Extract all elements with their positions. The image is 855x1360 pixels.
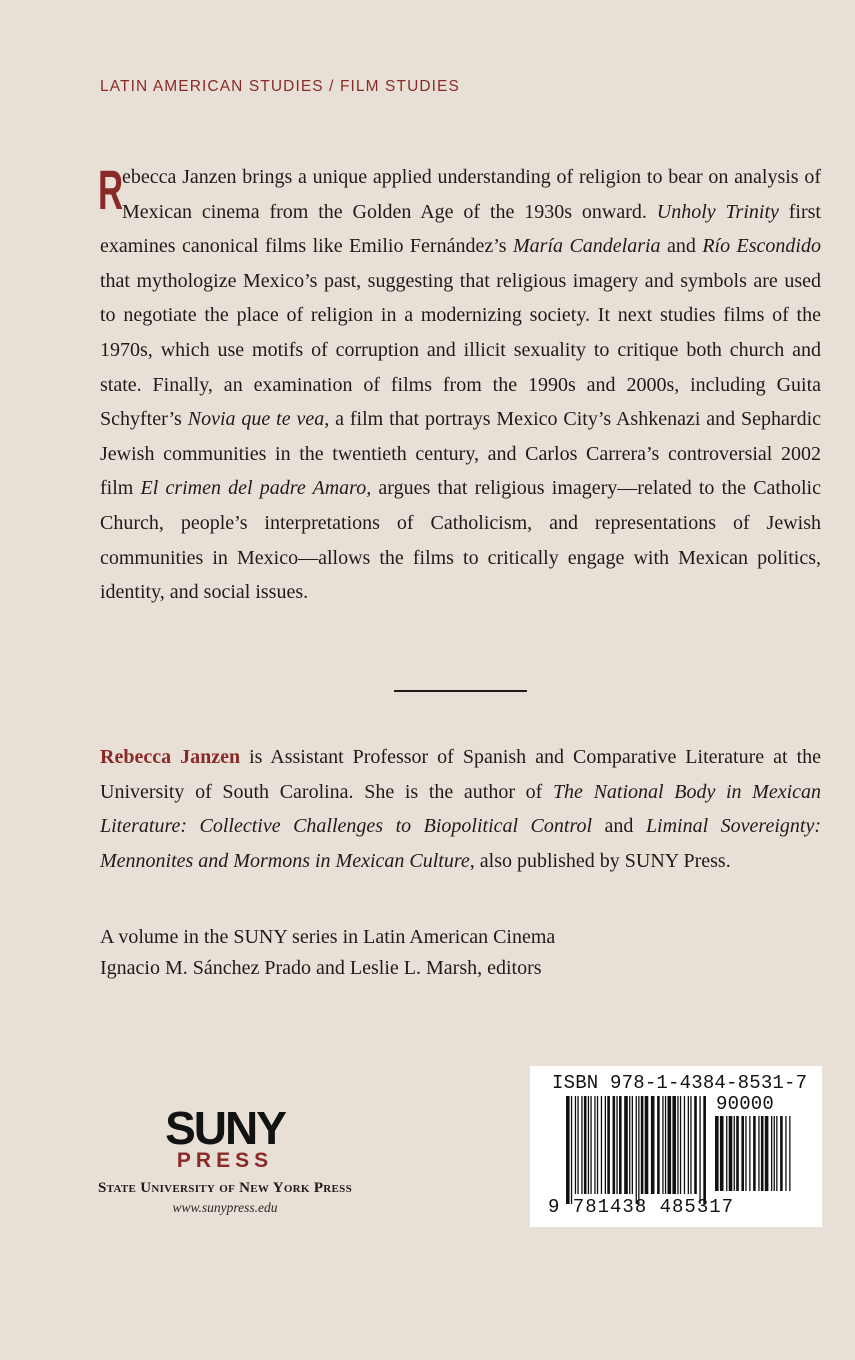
series-info	[100, 922, 821, 983]
barcode-bar	[632, 1096, 633, 1194]
barcode-bar	[645, 1096, 649, 1194]
description-text: , a film that portrays Mexico City’s Ashkenazi and Sephardic Jewish communities in the twentieth century, and Carlos Carrera’s controversial 2002 film	[100, 408, 821, 500]
publisher-name: State University of New York Press	[97, 1180, 353, 1196]
barcode-bar	[771, 1116, 772, 1191]
series-editors: Ignacio M. Sánchez Prado and Leslie L. Marsh, editors	[100, 956, 542, 979]
film-title: María Candelaria	[513, 235, 661, 258]
barcode-bar	[613, 1096, 616, 1194]
barcode-bar	[758, 1116, 759, 1191]
barcode-bar	[749, 1116, 750, 1191]
barcode-bar	[688, 1096, 689, 1194]
barcode-bar	[601, 1096, 602, 1194]
barcode-bar	[641, 1096, 644, 1194]
barcode-bar	[607, 1096, 610, 1194]
barcode-bar	[665, 1096, 666, 1194]
barcode-bar	[690, 1096, 691, 1194]
barcode-bar	[753, 1116, 756, 1191]
barcode-bar	[624, 1096, 628, 1194]
barcode-bar	[703, 1096, 706, 1204]
bio-text: is Assistant Professor of Spanish and Comparative Literature at the University of South Carolina. She is the author of	[100, 746, 821, 803]
barcode-bar	[597, 1096, 598, 1194]
barcode-bar	[651, 1096, 655, 1194]
barcode-bar	[789, 1116, 790, 1191]
description-text: and	[660, 235, 703, 258]
film-title: El crimen del padre Amaro,	[140, 477, 372, 500]
barcode-bar	[729, 1116, 733, 1191]
drop-cap: R	[98, 158, 124, 221]
barcode-bar	[785, 1116, 786, 1191]
barcode-bar	[680, 1096, 681, 1194]
publisher-logo	[60, 1102, 390, 1216]
isbn-barcode	[530, 1066, 822, 1227]
barcode-bars-main	[566, 1096, 706, 1206]
barcode-bar	[715, 1116, 719, 1191]
film-title: Unholy Trinity	[656, 200, 779, 223]
author-name: Rebecca Janzen	[100, 746, 241, 768]
barcode-digits: 9 781438 485317	[548, 1196, 735, 1218]
barcode-bar	[677, 1096, 678, 1194]
barcode-bar	[774, 1116, 775, 1191]
author-bio	[100, 740, 821, 878]
barcode-bar	[594, 1096, 595, 1194]
barcode-bar	[736, 1116, 739, 1191]
barcode-bars-addon	[715, 1116, 795, 1191]
barcode-bar	[765, 1116, 769, 1191]
barcode-bar	[734, 1116, 735, 1191]
barcode-bar	[657, 1096, 660, 1194]
barcode-bar	[605, 1096, 606, 1194]
description-text: argues that religious imagery—related to the Catholic Church, people’s interpretations of Catholicism, and representations of Jewish communities in Mexico—allows the films to critically engage with Mexican politics, identity, and social issues.	[100, 477, 821, 604]
barcode-bar	[571, 1096, 572, 1204]
barcode-bar	[636, 1096, 637, 1204]
film-title: Novia que te vea	[187, 408, 325, 431]
barcode-bar	[588, 1096, 589, 1194]
film-title: Río Escondido	[702, 235, 821, 258]
description-text: first examines canonical films like Emilio Fernández’s	[100, 200, 821, 258]
barcode-bar	[699, 1096, 700, 1204]
book-title: Liminal Sovereignty: Mennonites and Mormons in Mexican Culture	[100, 815, 821, 872]
barcode-bar	[776, 1116, 777, 1191]
barcode-bar	[672, 1096, 676, 1194]
barcode-bar	[577, 1096, 578, 1194]
barcode-bar	[575, 1096, 576, 1194]
barcode-bar	[780, 1116, 783, 1191]
barcode-bar	[590, 1096, 591, 1194]
description-text: that mythologize Mexico’s past, suggesting that religious imagery and symbols are used to negotiate the place of religion in a modernizing society. It next studies films of the 1970s, which use motifs of corruption and illicit sexuality to critique both church and state. Finally, an examination of films from the 1990s and 2000s, including Guita Schyfter’s	[100, 269, 821, 431]
barcode-bar	[694, 1096, 697, 1194]
barcode-bar	[726, 1116, 727, 1191]
logo-press-wordmark: PRESS	[176, 1149, 274, 1172]
barcode-bar	[761, 1116, 764, 1191]
bio-text: , also published by SUNY Press.	[469, 849, 731, 872]
barcode-bar	[566, 1096, 570, 1204]
price-code: 90000	[716, 1093, 775, 1115]
barcode-bar	[584, 1096, 587, 1194]
barcode-bar	[684, 1096, 685, 1194]
barcode-bar	[616, 1096, 617, 1194]
barcode-bar	[720, 1116, 724, 1191]
description-text: ebecca Janzen brings a unique applied understanding of religion to bear on analysis of Mexican cinema from the Golden Age of the 1930s onward.	[122, 166, 821, 223]
isbn-label: ISBN 978-1-4384-8531-7	[552, 1072, 808, 1094]
barcode-bar	[629, 1096, 630, 1194]
series-name: A volume in the SUNY series in Latin American Cinema	[100, 926, 556, 948]
barcode-bar	[662, 1096, 663, 1194]
barcode-bar	[745, 1116, 746, 1191]
logo-suny-wordmark: SUNY	[165, 1102, 285, 1154]
category-label: LATIN AMERICAN STUDIES / FILM STUDIES	[100, 78, 460, 95]
barcode-bar	[668, 1096, 672, 1194]
publisher-url: www.sunypress.edu	[172, 1200, 278, 1215]
book-description	[100, 160, 821, 610]
barcode-bar	[638, 1096, 639, 1204]
book-title: The National Body in Mexican Literature: Collective Challenges to Biopolitical Control	[100, 780, 822, 838]
barcode-bar	[741, 1116, 744, 1191]
bio-text: and	[592, 815, 646, 838]
section-divider	[394, 690, 527, 692]
barcode-bar	[619, 1096, 622, 1194]
barcode-bar	[581, 1096, 582, 1194]
